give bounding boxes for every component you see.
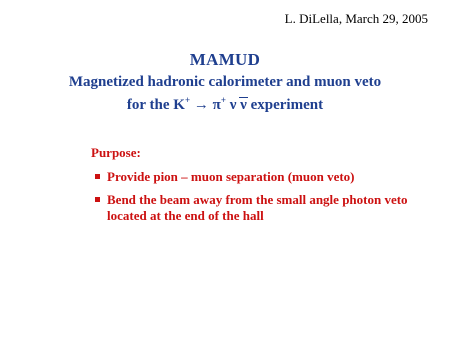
slide-title: MAMUD <box>189 50 261 69</box>
bullet-item-2 <box>95 192 435 224</box>
pi-superscript: + <box>220 95 226 105</box>
bullet-item-1 <box>95 169 435 185</box>
author-date: L. DiLella, March 29, 2005 <box>284 11 428 26</box>
pi-symbol: π <box>212 97 221 113</box>
subtitle-suffix: experiment <box>250 97 324 113</box>
purpose-bullet-list <box>95 169 435 231</box>
subtitle-prefix: for the K <box>126 97 185 113</box>
bullet-text-1: Provide pion – muon separation (muon veto) <box>107 169 355 184</box>
square-bullet-icon <box>95 174 100 179</box>
k-superscript: + <box>184 95 191 105</box>
nubar-symbol: ν <box>240 97 247 113</box>
purpose-label: Purpose: <box>91 145 141 160</box>
subtitle-line-2 <box>0 95 450 114</box>
subtitle-line-1: Magnetized hadronic calorimeter and muon veto <box>68 74 382 90</box>
arrow-symbol: → <box>193 97 209 113</box>
square-bullet-icon <box>95 197 100 202</box>
nu-symbol: ν <box>229 97 237 113</box>
bullet-text-2: Bend the beam away from the small angle photon veto located at the end of the hall <box>107 192 408 223</box>
